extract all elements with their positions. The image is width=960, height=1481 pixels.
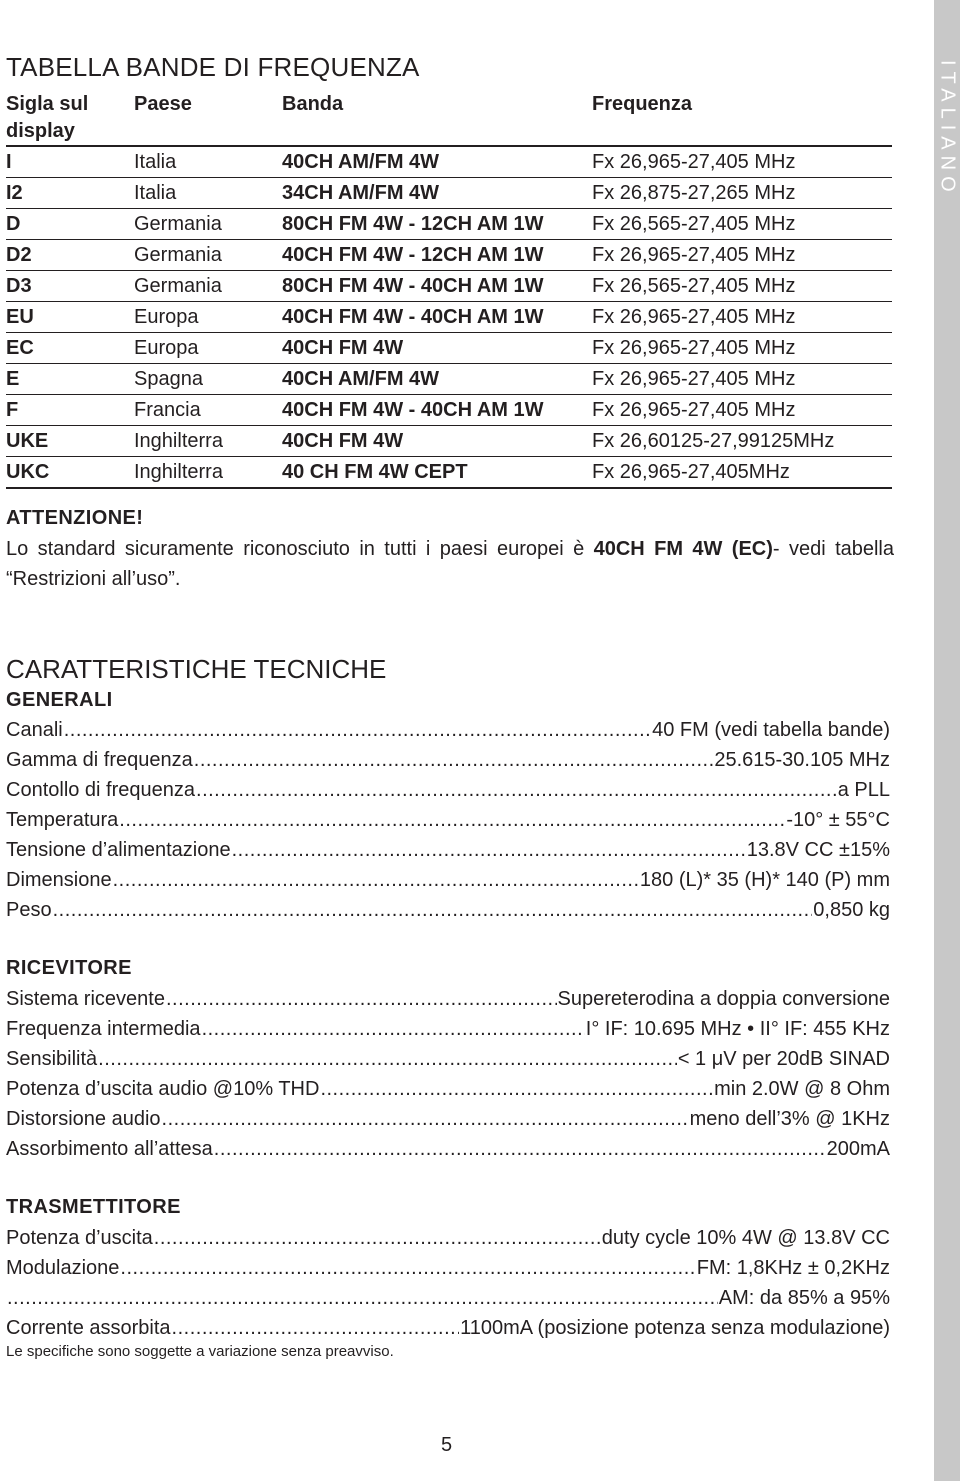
- dot-leader: [162, 1104, 689, 1134]
- cell-country: Francia: [134, 395, 282, 426]
- attention-text: [6, 534, 894, 594]
- spec-row: [6, 1313, 890, 1343]
- spec-value: a PLL: [837, 779, 890, 801]
- attention-text-highlight: 40CH FM 4W (EC): [593, 538, 773, 560]
- cell-display-code: UKC: [6, 457, 134, 489]
- dot-leader: [202, 1014, 585, 1044]
- dot-leader: [166, 984, 557, 1014]
- table-row: [6, 302, 892, 333]
- cell-band: 40CH FM 4W: [282, 426, 592, 457]
- frequency-band-table: [6, 87, 892, 489]
- table-row: [6, 271, 892, 302]
- spec-row: [6, 715, 890, 745]
- cell-frequency: Fx 26,965-27,405MHz: [592, 457, 892, 489]
- spec-row: [6, 775, 890, 805]
- table-header-row: [6, 87, 892, 146]
- cell-band: 34CH AM/FM 4W: [282, 178, 592, 209]
- cell-country: Germania: [134, 240, 282, 271]
- cell-display-code: I2: [6, 178, 134, 209]
- table-row: [6, 209, 892, 240]
- cell-country: Europa: [134, 333, 282, 364]
- dot-leader: [194, 745, 714, 775]
- cell-frequency: Fx 26,965-27,405 MHz: [592, 146, 892, 178]
- spec-value: I° IF: 10.695 MHz • II° IF: 455 KHz: [585, 1018, 890, 1040]
- spec-value: Supereterodina a doppia conversione: [557, 988, 890, 1010]
- spec-row: [6, 865, 890, 895]
- spec-row: [6, 895, 890, 925]
- cell-band: 40CH FM 4W: [282, 333, 592, 364]
- cell-frequency: Fx 26,565-27,405 MHz: [592, 271, 892, 302]
- spec-value: 13.8V CC ±15%: [746, 839, 890, 861]
- cell-display-code: D: [6, 209, 134, 240]
- table-row: [6, 426, 892, 457]
- table-row: [6, 395, 892, 426]
- cell-band: 40CH FM 4W - 40CH AM 1W: [282, 302, 592, 333]
- dot-leader: [53, 895, 813, 925]
- dot-leader: [172, 1313, 460, 1343]
- table-row: [6, 146, 892, 178]
- specs-footnote: Le specifiche sono soggette a variazione senza preavviso.: [6, 1343, 394, 1360]
- attention-text-end: - vedi tabella “Restrizioni all’uso”.: [6, 538, 894, 590]
- cell-frequency: Fx 26,965-27,405 MHz: [592, 302, 892, 333]
- spec-value: FM: 1,8KHz ± 0,2KHz: [696, 1257, 890, 1279]
- spec-value: 40 FM (vedi tabella bande): [652, 719, 890, 741]
- spec-row: [6, 745, 890, 775]
- spec-value: < 1 μV per 20dB SINAD: [677, 1048, 890, 1070]
- spec-label: Distorsione audio: [6, 1108, 161, 1130]
- spec-value: -10° ± 55°C: [786, 809, 890, 831]
- spec-row: [6, 1074, 890, 1104]
- language-side-tab-label: ITALIANO: [936, 60, 959, 198]
- receiver-section-title: RICEVITORE: [6, 957, 132, 979]
- cell-country: Inghilterra: [134, 457, 282, 489]
- table-row: [6, 364, 892, 395]
- spec-value: 0,850 kg: [813, 899, 890, 921]
- spec-label: Corrente assorbita: [6, 1317, 171, 1339]
- cell-display-code: EC: [6, 333, 134, 364]
- spec-label: Sistema ricevente: [6, 988, 165, 1010]
- cell-country: Spagna: [134, 364, 282, 395]
- cell-country: Europa: [134, 302, 282, 333]
- spec-row: [6, 1104, 890, 1134]
- cell-frequency: Fx 26,965-27,405 MHz: [592, 333, 892, 364]
- header-country: Paese: [134, 87, 282, 146]
- spec-label: Tensione d’alimentazione: [6, 839, 231, 861]
- specs-title: CARATTERISTICHE TECNICHE: [6, 654, 387, 684]
- dot-leader: [113, 865, 639, 895]
- cell-band: 40CH FM 4W - 40CH AM 1W: [282, 395, 592, 426]
- header-display-code: Sigla sul display: [6, 87, 134, 146]
- spec-label: Assorbimento all’attesa: [6, 1138, 213, 1160]
- spec-label: Sensibilità: [6, 1048, 98, 1070]
- cell-display-code: F: [6, 395, 134, 426]
- table-row: [6, 457, 892, 489]
- table-row: [6, 240, 892, 271]
- header-frequency: Frequenza: [592, 87, 892, 146]
- spec-value: 25.615-30.105 MHz: [714, 749, 890, 771]
- spec-value: min 2.0W @ 8 Ohm: [714, 1078, 890, 1100]
- spec-value: 1100mA (posizione potenza senza modulazione): [460, 1317, 890, 1339]
- cell-frequency: Fx 26,965-27,405 MHz: [592, 240, 892, 271]
- spec-row: [6, 984, 890, 1014]
- spec-value: 200mA: [826, 1138, 890, 1160]
- dot-leader: [7, 1283, 718, 1313]
- cell-country: Italia: [134, 178, 282, 209]
- spec-label: Modulazione: [6, 1257, 120, 1279]
- cell-band: 40CH FM 4W - 12CH AM 1W: [282, 240, 592, 271]
- spec-row: [6, 1014, 890, 1044]
- cell-band: 80CH FM 4W - 12CH AM 1W: [282, 209, 592, 240]
- band-table-title: TABELLA BANDE DI FREQUENZA: [6, 52, 420, 82]
- general-section-title: GENERALI: [6, 689, 113, 711]
- spec-value: 180 (L)* 35 (H)* 140 (P) mm: [639, 869, 890, 891]
- spec-label: Temperatura: [6, 809, 119, 831]
- dot-leader: [232, 835, 746, 865]
- dot-leader: [119, 805, 785, 835]
- dot-leader: [64, 715, 651, 745]
- dot-leader: [154, 1223, 601, 1253]
- spec-value: AM: da 85% a 95%: [718, 1287, 890, 1309]
- spec-label: Gamma di frequenza: [6, 749, 193, 771]
- cell-band: 40CH AM/FM 4W: [282, 146, 592, 178]
- page-number: 5: [441, 1434, 453, 1456]
- cell-display-code: D3: [6, 271, 134, 302]
- attention-text-start: Lo standard sicuramente riconosciuto in tutti i paesi europei è: [6, 538, 594, 560]
- header-band: Banda: [282, 87, 592, 146]
- spec-label: Canali: [6, 719, 63, 741]
- spec-value: duty cycle 10% 4W @ 13.8V CC: [601, 1227, 890, 1249]
- dot-leader: [320, 1074, 713, 1104]
- spec-row: [6, 1283, 890, 1313]
- cell-display-code: EU: [6, 302, 134, 333]
- spec-row: [6, 1253, 890, 1283]
- dot-leader: [98, 1044, 677, 1074]
- spec-label: Dimensione: [6, 869, 112, 891]
- cell-band: 40CH AM/FM 4W: [282, 364, 592, 395]
- cell-frequency: Fx 26,565-27,405 MHz: [592, 209, 892, 240]
- cell-country: Inghilterra: [134, 426, 282, 457]
- cell-country: Germania: [134, 209, 282, 240]
- transmitter-section-title: TRASMETTITORE: [6, 1196, 181, 1218]
- spec-label: Potenza d’uscita: [6, 1227, 153, 1249]
- spec-row: [6, 1134, 890, 1164]
- cell-frequency: Fx 26,965-27,405 MHz: [592, 395, 892, 426]
- spec-row: [6, 805, 890, 835]
- cell-display-code: E: [6, 364, 134, 395]
- dot-leader: [120, 1253, 695, 1283]
- cell-frequency: Fx 26,965-27,405 MHz: [592, 364, 892, 395]
- cell-display-code: D2: [6, 240, 134, 271]
- spec-row: [6, 1223, 890, 1253]
- dot-leader: [214, 1134, 826, 1164]
- cell-frequency: Fx 26,875-27,265 MHz: [592, 178, 892, 209]
- cell-band: 40 CH FM 4W CEPT: [282, 457, 592, 489]
- attention-title: ATTENZIONE!: [6, 507, 144, 529]
- spec-label: Frequenza intermedia: [6, 1018, 201, 1040]
- cell-country: Italia: [134, 146, 282, 178]
- spec-row: [6, 1044, 890, 1074]
- table-row: [6, 333, 892, 364]
- spec-label: Contollo di frequenza: [6, 779, 196, 801]
- spec-label: Potenza d’uscita audio @10% THD: [6, 1078, 320, 1100]
- cell-band: 80CH FM 4W - 40CH AM 1W: [282, 271, 592, 302]
- spec-row: [6, 835, 890, 865]
- spec-value: meno dell’3% @ 1KHz: [689, 1108, 890, 1130]
- cell-country: Germania: [134, 271, 282, 302]
- table-row: [6, 178, 892, 209]
- cell-display-code: I: [6, 146, 134, 178]
- spec-label: Peso: [6, 899, 52, 921]
- cell-frequency: Fx 26,60125-27,99125MHz: [592, 426, 892, 457]
- dot-leader: [196, 775, 837, 805]
- cell-display-code: UKE: [6, 426, 134, 457]
- language-side-tab: [934, 0, 960, 1481]
